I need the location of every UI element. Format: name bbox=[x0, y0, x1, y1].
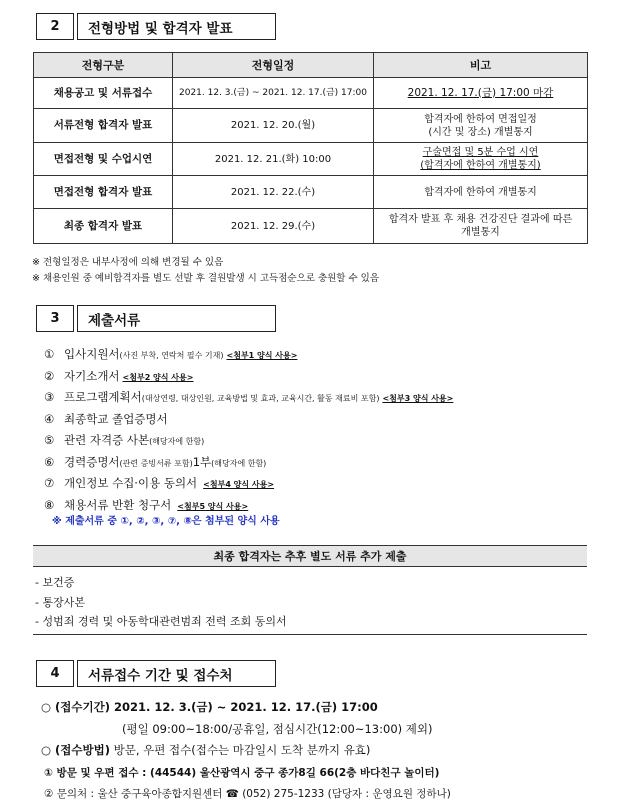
schedule-table bbox=[33, 52, 588, 244]
header-stage: 전형구분 bbox=[34, 53, 173, 78]
note-line: 합격자에 한하여 개별통지 bbox=[424, 186, 537, 198]
note-line: 개별통지 bbox=[461, 227, 500, 238]
section4-header bbox=[36, 660, 276, 687]
header-date: 전형일정 bbox=[173, 53, 374, 78]
list-item: - 성범죄 경력 및 아동학대관련범죄 전력 조회 동의서 bbox=[35, 615, 287, 628]
list-item bbox=[44, 389, 453, 411]
schedule-note-1: ※ 전형일정은 내부사정에 의해 변경될 수 있음 bbox=[32, 257, 224, 268]
list-item bbox=[44, 454, 453, 476]
item-attach: <첨부1 양식 사용> bbox=[226, 351, 298, 360]
final-docs-list bbox=[35, 574, 287, 633]
section4-number: 4 bbox=[36, 660, 74, 687]
note-line: 합격자 발표 후 채용 건강진단 결과에 따른 bbox=[388, 214, 573, 225]
section3-number: 3 bbox=[36, 305, 74, 332]
list-item bbox=[44, 368, 453, 390]
method-label: ○ (접수방법) bbox=[41, 743, 110, 757]
date-cell: 2021. 12. 3.(금) ~ 2021. 12. 17.(금) 17:00 bbox=[173, 78, 374, 109]
list-item bbox=[44, 475, 453, 497]
header-note: 비고 bbox=[374, 53, 588, 78]
date-cell: 2021. 12. 29.(수) bbox=[173, 209, 374, 244]
stage-cell: 면접전형 및 수업시연 bbox=[34, 143, 173, 176]
item-detail: (사진 부착, 연락처 필수 기재) bbox=[119, 351, 224, 360]
item-number: ② bbox=[44, 368, 55, 383]
item-title: 채용서류 반환 청구서 bbox=[64, 497, 172, 512]
list-item bbox=[44, 432, 453, 454]
schedule-note-2: ※ 채용인원 중 예비합격자를 별도 선발 후 결원발생 시 고득점순으로 충원할 수 있음 bbox=[32, 273, 380, 284]
divider bbox=[33, 634, 587, 635]
item-title: 경력증명서 bbox=[64, 454, 120, 469]
visit-address: ① 방문 및 우편 접수 : (44544) 울산광역시 중구 종가8길 66(2층 바다친구 놀이터) bbox=[44, 767, 440, 779]
period-line: ○ (접수기간) 2021. 12. 3.(금) ~ 2021. 12. 17.(금) 17:00 bbox=[41, 700, 378, 714]
table-row bbox=[34, 176, 588, 209]
item-title: 최종학교 졸업증명서 bbox=[64, 411, 168, 426]
stage-cell: 최종 합격자 발표 bbox=[34, 209, 173, 244]
table-row bbox=[34, 109, 588, 143]
item-count: 1부 bbox=[192, 454, 212, 469]
section3-title: 제출서류 bbox=[77, 305, 276, 332]
method-line bbox=[41, 742, 370, 758]
note-line: (합격자에 한하여 개별통지) bbox=[420, 160, 541, 171]
final-docs-title: 최종 합격자는 추후 별도 서류 추가 제출 bbox=[33, 545, 587, 567]
section3-header bbox=[36, 305, 276, 332]
stage-cell: 채용공고 및 서류접수 bbox=[34, 78, 173, 109]
item-number: ① bbox=[44, 347, 55, 361]
item-detail: (해당자에 한함) bbox=[211, 458, 267, 468]
stage-cell: 서류전형 합격자 발표 bbox=[34, 109, 173, 143]
item-number: ⑦ bbox=[44, 476, 55, 490]
item-number: ③ bbox=[44, 390, 55, 404]
item-attach: <첨부2 양식 사용> bbox=[122, 372, 194, 382]
note-line: (시간 및 장소) 개별통지 bbox=[428, 126, 533, 138]
list-item: - 보건증 bbox=[35, 576, 75, 589]
document-list bbox=[44, 346, 453, 518]
contact-info: ② 문의처 : 울산 중구육아종합지원센터 ☎ (052) 275-1233 (담당자 : 운영요원 정하나) bbox=[44, 788, 451, 800]
note-cell bbox=[374, 209, 588, 244]
date-cell: 2021. 12. 21.(화) 10:00 bbox=[173, 143, 374, 176]
date-cell: 2021. 12. 20.(월) bbox=[173, 109, 374, 143]
item-number: ⑧ bbox=[44, 497, 55, 512]
section4-title: 서류접수 기간 및 접수처 bbox=[77, 660, 276, 687]
note-line: 2021. 12. 17.(금) 17:00 마감 bbox=[407, 86, 554, 99]
list-item: - 통장사본 bbox=[35, 595, 85, 609]
item-detail: (대상연령, 대상인원, 교육방법 및 효과, 교육시간, 활동 재료비 포함) bbox=[141, 394, 380, 403]
item-detail: (관련 증빙서류 포함) bbox=[119, 458, 193, 468]
item-number: ④ bbox=[44, 411, 55, 426]
item-number: ⑤ bbox=[44, 433, 55, 447]
item-detail: (해당자에 한함) bbox=[149, 437, 205, 446]
attachment-warning: ※ 제출서류 중 ①, ②, ③, ⑦, ⑧은 첨부된 양식 사용 bbox=[52, 516, 280, 527]
table-row bbox=[34, 209, 588, 244]
date-cell: 2021. 12. 22.(수) bbox=[173, 176, 374, 209]
item-attach: <첨부4 양식 사용> bbox=[203, 480, 275, 489]
item-attach: <첨부5 양식 사용> bbox=[177, 501, 249, 511]
item-title: 자기소개서 bbox=[64, 368, 120, 383]
note-cell bbox=[374, 176, 588, 209]
section2-title: 전형방법 및 합격자 발표 bbox=[77, 13, 276, 40]
list-item bbox=[44, 346, 453, 368]
note-line: 합격자에 한하여 면접일정 bbox=[424, 113, 537, 125]
table-row bbox=[34, 143, 588, 176]
note-cell bbox=[374, 78, 588, 109]
stage-cell: 면접전형 합격자 발표 bbox=[34, 176, 173, 209]
period-detail: (평일 09:00~18:00/공휴일, 점심시간(12:00~13:00) 제외) bbox=[122, 722, 433, 736]
method-text: 방문, 우편 접수(접수는 마감일시 도착 분까지 유효) bbox=[110, 743, 371, 757]
item-number: ⑥ bbox=[44, 454, 55, 469]
note-line: 구술면접 및 5분 수업 시연 bbox=[422, 147, 539, 158]
list-item bbox=[44, 411, 453, 433]
item-title: 관련 자격증 사본 bbox=[64, 433, 150, 447]
section2-number: 2 bbox=[36, 13, 74, 40]
section2-header bbox=[36, 13, 276, 40]
item-title: 개인정보 수집·이용 동의서 bbox=[64, 476, 198, 490]
item-title: 프로그램계획서 bbox=[64, 390, 142, 404]
item-title: 입사지원서 bbox=[64, 347, 120, 361]
note-cell bbox=[374, 143, 588, 176]
item-attach: <첨부3 양식 사용> bbox=[382, 394, 454, 403]
note-cell bbox=[374, 109, 588, 143]
table-row bbox=[34, 78, 588, 109]
table-header-row bbox=[34, 53, 588, 78]
